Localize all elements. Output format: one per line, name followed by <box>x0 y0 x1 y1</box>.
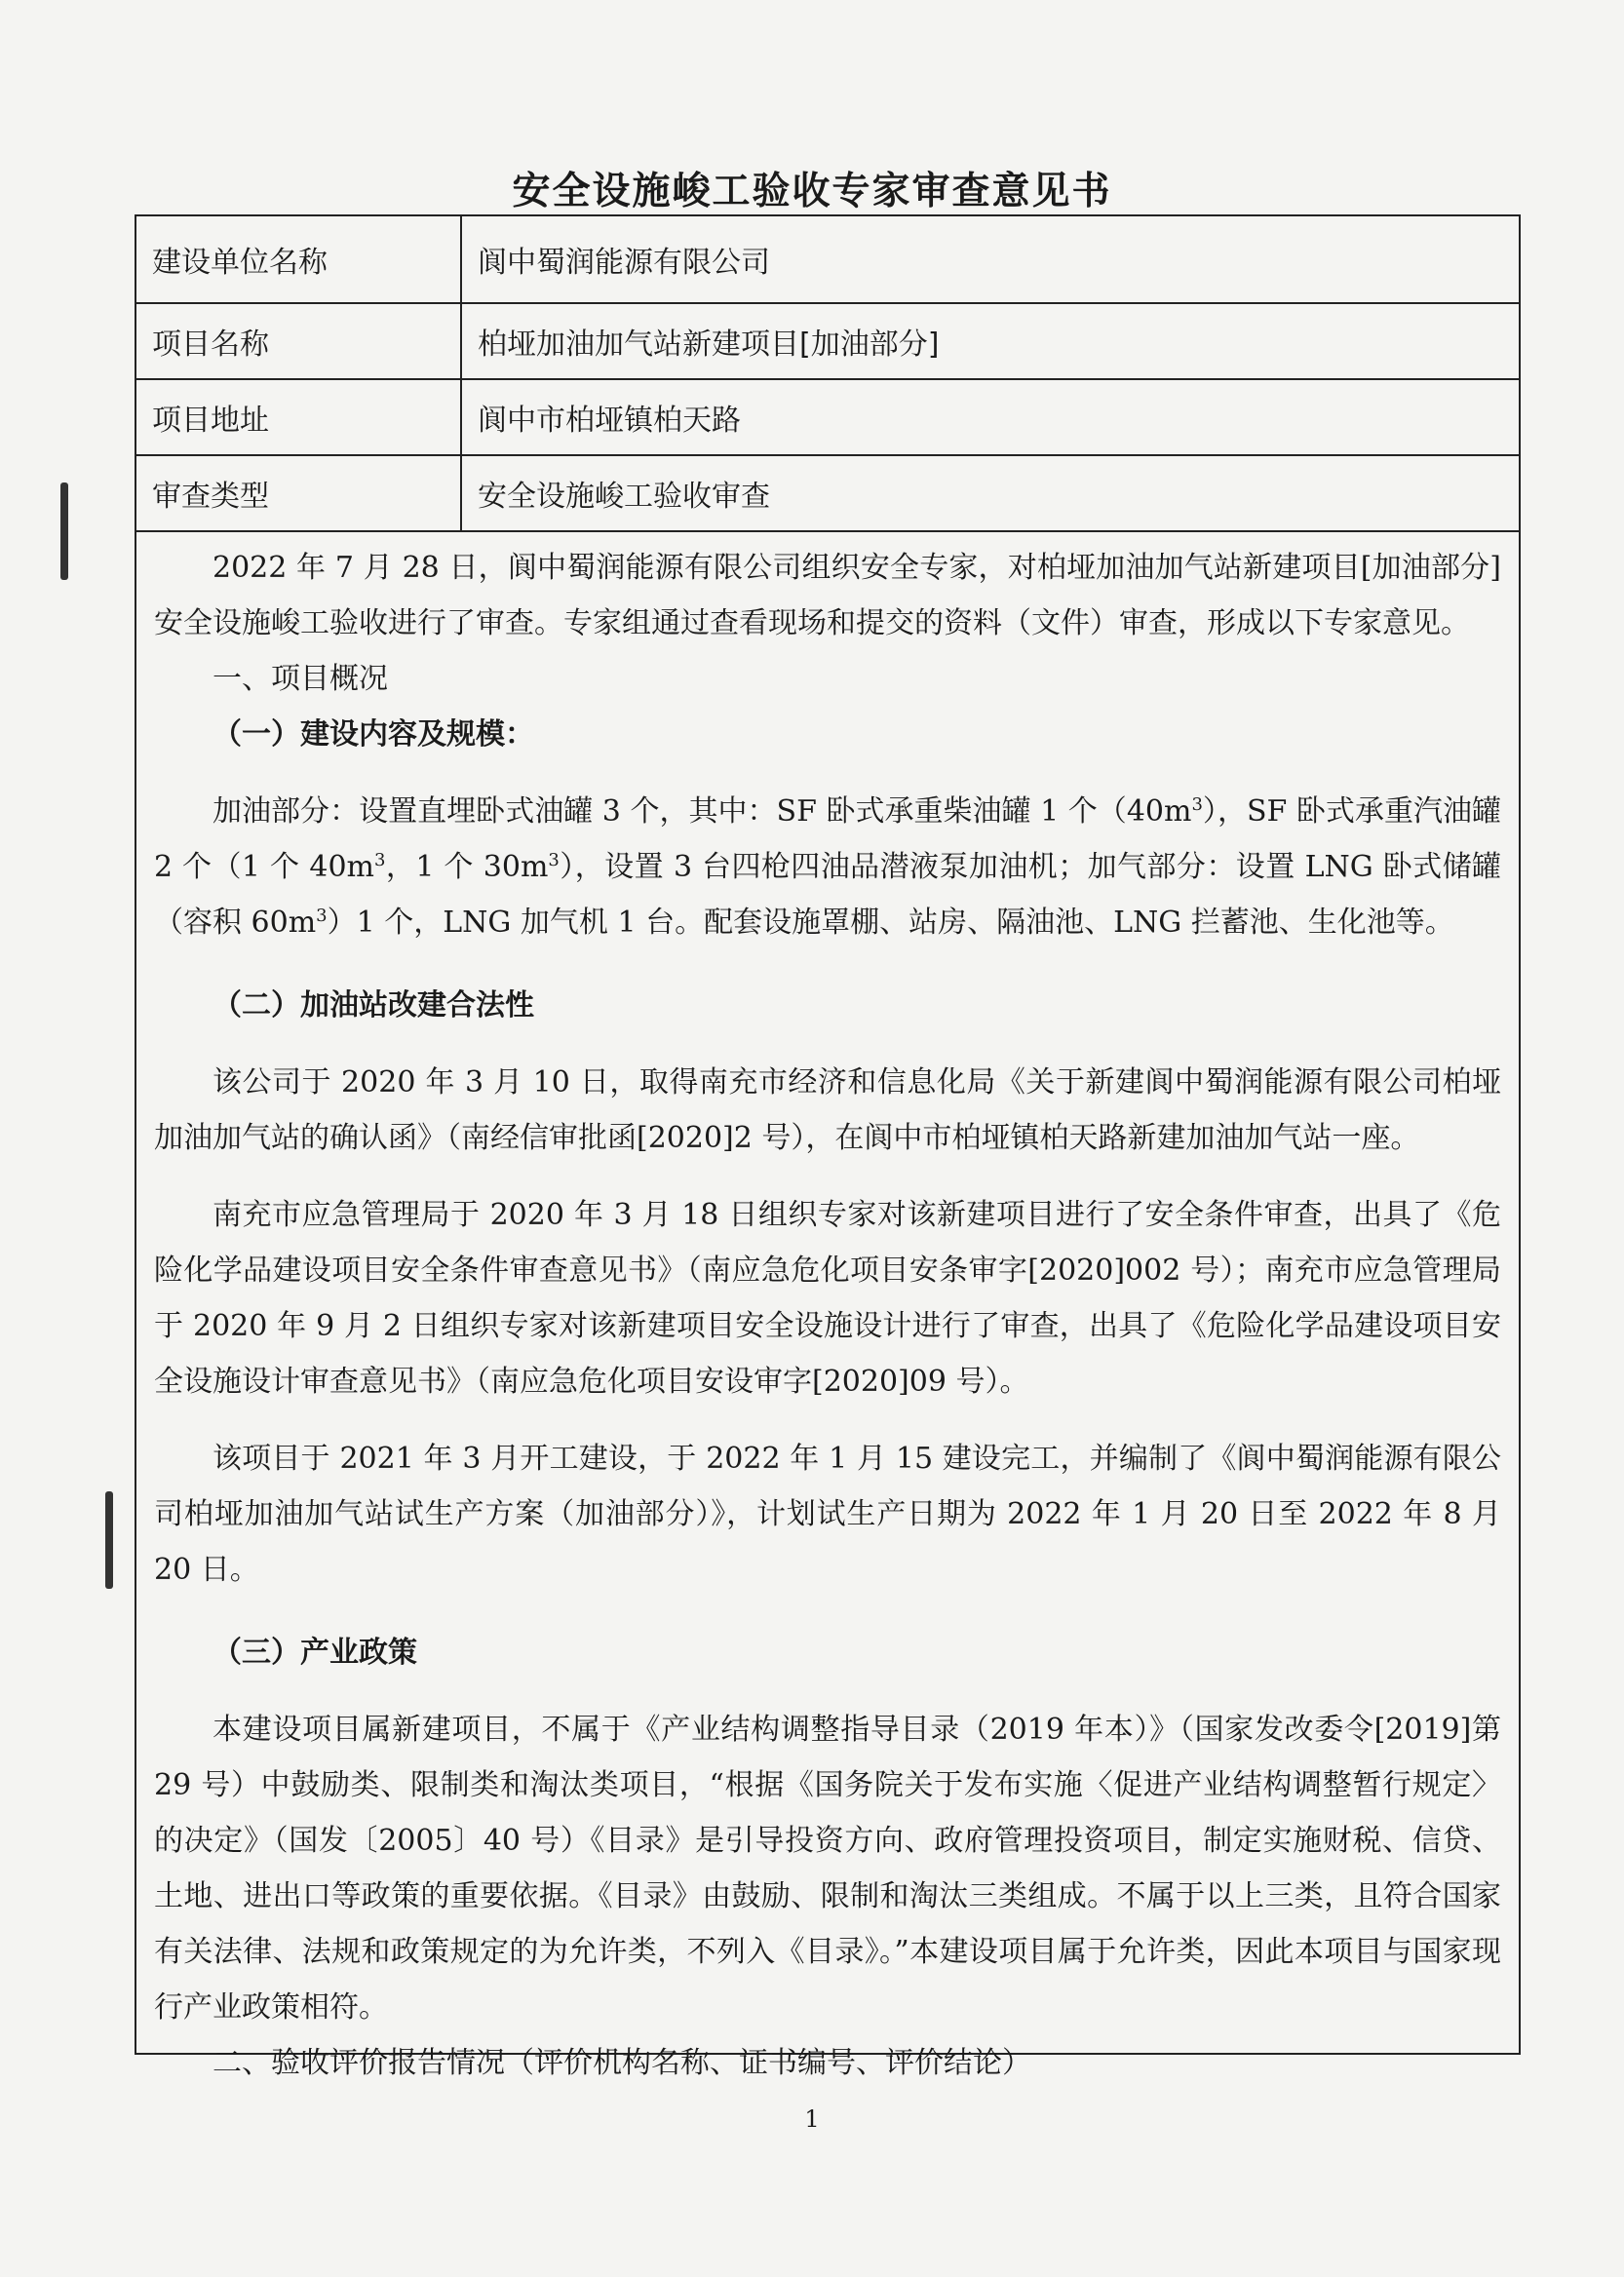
row-value: 安全设施峻工验收审查 <box>461 455 1519 531</box>
row-value: 阆中蜀润能源有限公司 <box>461 216 1519 303</box>
row-value: 柏垭加油加气站新建项目[加油部分] <box>461 303 1519 379</box>
paragraph: 南充市应急管理局于 2020 年 3 月 18 日组织专家对该新建项目进行了安全条件审查，出具了《危险化学品建设项目安全条件审查意见书》（南应急危化项目安条审字[2020]002 号）；南充市应急管理局于 2020 年 9 月 2 日组织专家对该新建项目安全设施设计进行了审查，出具了《危险化学品建设项目安全设施设计审查意见书》（南应急危化项目安设审字[2020]09 号）。 <box>154 1198 1501 1399</box>
paragraph: 该项目于 2021 年 3 月开工建设，于 2022 年 1 月 15 建设完工，并编制了《阆中蜀润能源有限公司柏垭加油加气站试生产方案（加油部分）》，计划试生产日期为 2022 年 1 月 20 日至 2022 年 8 月 20 日。 <box>154 1442 1501 1587</box>
document-title: 安全设施峻工验收专家审查意见书 <box>512 170 1112 213</box>
table-row <box>136 455 1519 531</box>
subsection-heading: （三）产业政策 <box>213 1636 417 1670</box>
table-row <box>136 303 1519 379</box>
paragraph: 本建设项目属新建项目，不属于《产业结构调整指导目录（2019 年本）》（国家发改委令[2019]第 29 号）中鼓励类、限制类和淘汰类项目，“根据《国务院关于发布实施〈促进产业结构调整暂行规定〉的决定》（国发〔2005〕40 号）《目录》是引导投资方向、政府管理投资项目，制定实施财税、信贷、土地、进出口等政策的重要依据。《目录》由鼓励、限制和淘汰三类组成。不属于以上三类，且符合国家有关法律、法规和政策规定的为允许类，不列入《目录》。”本建设项目属于允许类，因此本项目与国家现行产业政策相符。 <box>154 1713 1501 2025</box>
scan-artifact <box>60 482 68 580</box>
row-label: 项目地址 <box>136 379 461 455</box>
intro-paragraph: 2022 年 7 月 28 日，阆中蜀润能源有限公司组织安全专家，对柏垭加油加气站新建项目[加油部分]安全设施峻工验收进行了审查。专家组通过查看现场和提交的资料（文件）审查，形成以下专家意见。 <box>154 551 1501 640</box>
table-row <box>136 216 1519 303</box>
section-heading: 一、项目概况 <box>213 662 388 696</box>
row-label: 建设单位名称 <box>136 216 461 303</box>
row-label: 审查类型 <box>136 455 461 531</box>
document-frame <box>135 214 1521 2080</box>
info-table <box>136 216 1519 532</box>
section-heading: 二、验收评价报告情况（评价机构名称、证书编号、评价结论） <box>213 2046 1031 2080</box>
document-body <box>136 532 1519 2091</box>
row-label: 项目名称 <box>136 303 461 379</box>
paragraph: 该公司于 2020 年 3 月 10 日，取得南充市经济和信息化局《关于新建阆中蜀润能源有限公司柏垭加油加气站的确认函》（南经信审批函[2020]2 号），在阆中市柏垭镇柏天路新建加油加气站一座。 <box>154 1065 1501 1155</box>
scale-paragraph: 加油部分：设置直埋卧式油罐 3 个，其中：SF 卧式承重柴油罐 1 个$(40m^3)$，SF 卧式承重汽油罐 2 个（1 个 $40m^3$，1 个 $30m^3$），设置 3 台四枪四油品潜液泵加油机；加气部分：设置 LNG 卧式储罐（容积 $60m^3)1$ 个，LNG 加气机 1 台。配套设施罩棚、站房、隔油池、LNG 拦蓄池、生化池等。 <box>154 794 1502 940</box>
subsection-heading: （二）加油站改建合法性 <box>213 988 534 1023</box>
page-number: 1 <box>804 2105 820 2133</box>
scan-artifact <box>105 1491 113 1589</box>
row-value: 阆中市柏垭镇柏天路 <box>461 379 1519 455</box>
subsection-heading: （一）建设内容及规模： <box>213 717 534 752</box>
table-row <box>136 379 1519 455</box>
